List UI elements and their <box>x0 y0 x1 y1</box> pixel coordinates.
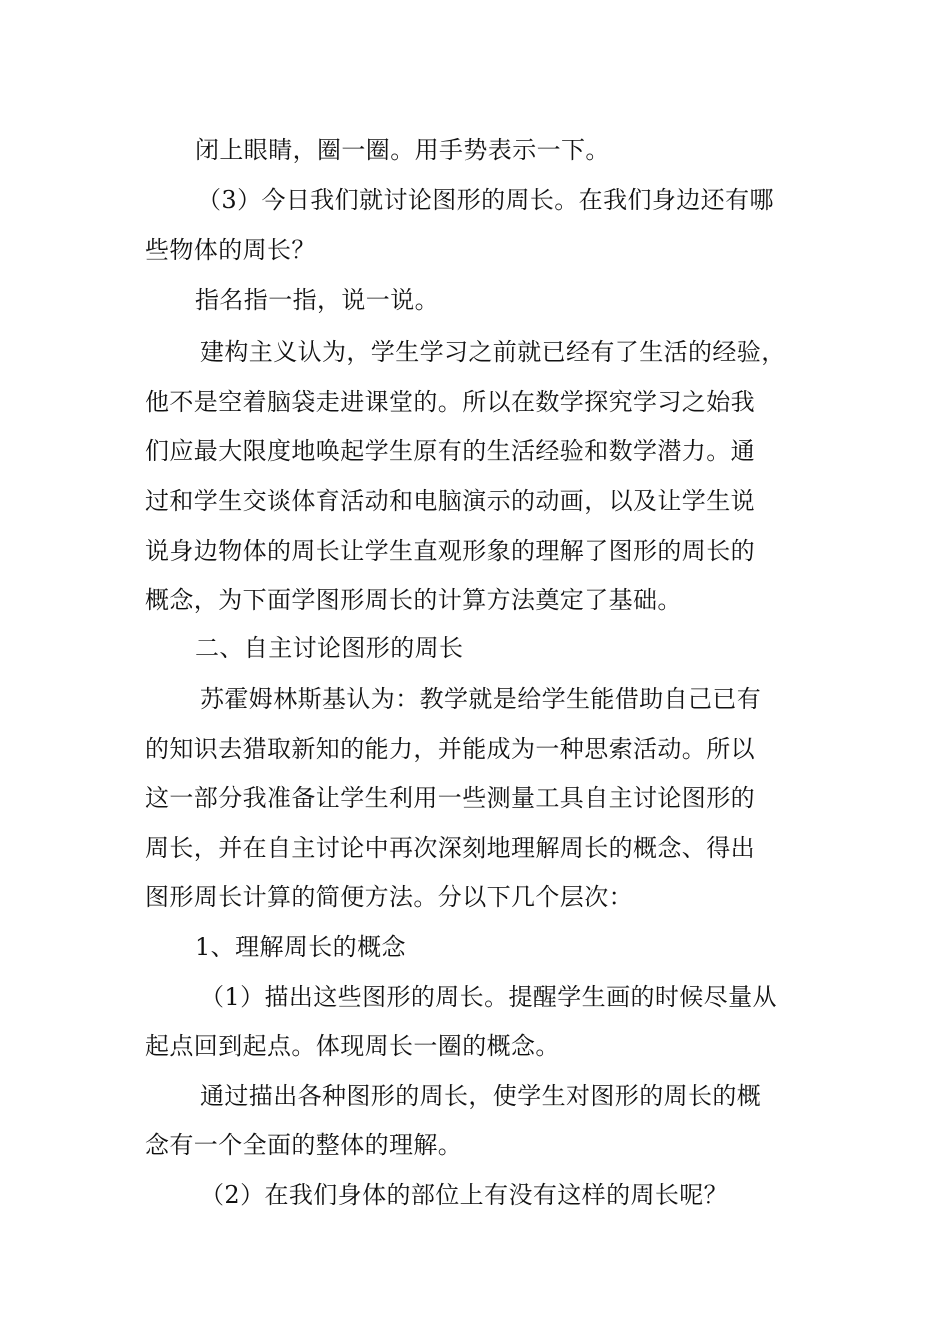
text-line: （1）描出这些图形的周长。提醒学生画的时候尽量从 <box>200 983 777 1011</box>
text-line: 他不是空着脑袋走进课堂的。所以在数学探究学习之始我 <box>145 388 755 416</box>
text-line: 建构主义认为，学生学习之前就已经有了生活的经验， <box>200 338 786 366</box>
text-line: 们应最大限度地唤起学生原有的生活经验和数学潜力。通 <box>145 437 755 465</box>
text-line: 概念，为下面学图形周长的计算方法奠定了基础。 <box>145 586 682 614</box>
text-line: 图形周长计算的简便方法。分以下几个层次： <box>145 883 633 911</box>
text-line: 念有一个全面的整体的理解。 <box>145 1131 463 1159</box>
text-line: 闭上眼睛，圈一圈。用手势表示一下。 <box>195 136 610 164</box>
text-line: 起点回到起点。体现周长一圈的概念。 <box>145 1032 560 1060</box>
text-line: 的知识去猎取新知的能力，并能成为一种思索活动。所以 <box>145 735 755 763</box>
text-line: 些物体的周长？ <box>145 236 316 264</box>
text-line: 苏霍姆林斯基认为：教学就是给学生能借助自己已有 <box>200 685 762 713</box>
text-line: 这一部分我准备让学生利用一些测量工具自主讨论图形的 <box>145 784 755 812</box>
text-line: 周长，并在自主讨论中再次深刻地理解周长的概念、得出 <box>145 834 755 862</box>
text-line: （2）在我们身体的部位上有没有这样的周长呢？ <box>200 1181 729 1209</box>
section-heading: 二、自主讨论图形的周长 <box>195 634 464 662</box>
text-line: 过和学生交谈体育活动和电脑演示的动画，以及让学生说 <box>145 487 755 515</box>
text-line: 指名指一指，说一说。 <box>195 286 439 314</box>
text-line: 通过描出各种图形的周长，使学生对图形的周长的概 <box>200 1082 762 1110</box>
text-line: （3）今日我们就讨论图形的周长。在我们身边还有哪 <box>197 186 774 214</box>
subsection-heading: 1、理解周长的概念 <box>195 933 406 961</box>
text-line: 说身边物体的周长让学生直观形象的理解了图形的周长的 <box>145 537 755 565</box>
